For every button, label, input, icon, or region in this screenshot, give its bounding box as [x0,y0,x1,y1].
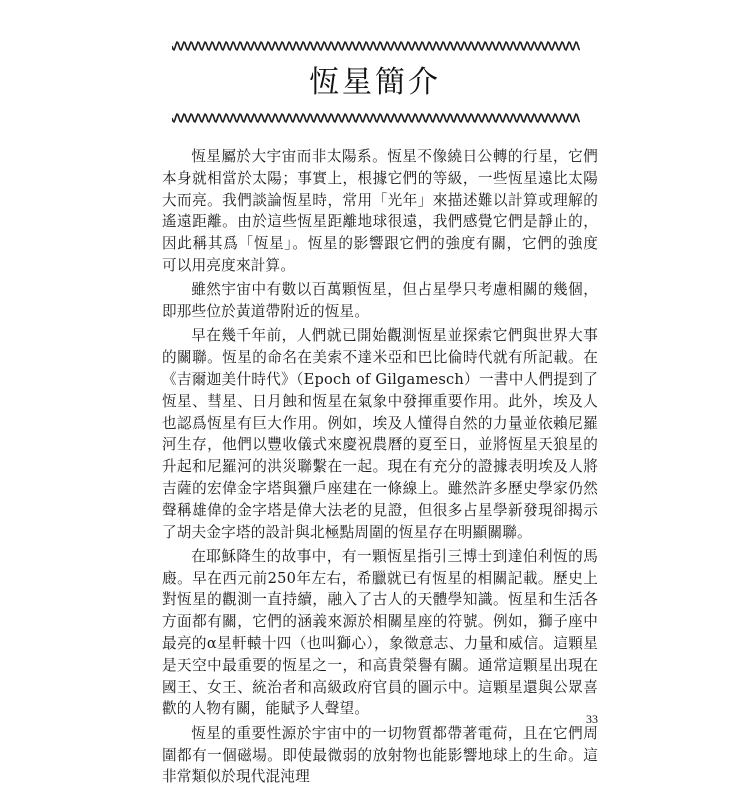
paragraph: 恆星的重要性源於宇宙中的一切物質都帶著電荷，且在它們周圍都有一個磁場。即使最微弱的放射物也能影響地球上的生命。這非常類似於現代混沌理 [162,724,598,786]
paragraph: 雖然宇宙中有數以百萬顆恆星，但占星學只考慮相關的幾個，即那些位於黃道帶附近的恆星。 [162,281,598,321]
bottom-wavy-rule [172,112,580,124]
paragraph: 恆星屬於大宇宙而非太陽系。恆星不像繞日公轉的行星，它們本身就相當於太陽；事實上，根據它們的等級，一些恆星遠比太陽大而亮。我們談論恆星時，常用「光年」來描述難以計算或理解的遙遠距離。由於這些恆星距離地球很遠，我們感覺它們是靜止的，因此稱其爲「恆星」。恆星的影響跟它們的強度有關，它們的強度可以用亮度來計算。 [162,148,598,274]
body-text [162,146,598,791]
top-wavy-rule [172,40,580,52]
paragraph: 早在幾千年前，人們就已開始觀測恆星並探索它們與世界大事的關聯。恆星的命名在美索不達米亞和巴比倫時代就有所記載。在《吉爾迦美什時代》（Epoch of Gilgamesch）一書中人們提到了恆星、彗星、日月蝕和恆星在氣象中發揮重要作用。此外，埃及人也認爲恆星有巨大作用。例如，埃及人懂得自然的力量並依賴尼羅河生存，他們以豐收儀式來慶祝農曆的夏至日，並將恆星天狼星的升起和尼羅河的洪災聯繫在一起。現在有充分的證據表明埃及人將吉薩的宏偉金字塔與獵戶座建在一條線上。雖然許多歷史學家仍然聲稱雄偉的金字塔是偉大法老的見證，但很多占星學新發現卻揭示了胡夫金字塔的設計與北極點周圍的恆星存在明顯關聯。 [162,327,598,541]
chapter-title: 恆星簡介 [309,65,441,100]
paragraph: 在耶穌降生的故事中，有一顆恆星指引三博士到達伯利恆的馬廄。早在西元前250年左右，希臘就已有恆星的相關記載。歷史上對恆星的觀測一直持續，融入了古人的天體學知識。恆星和生活各方面都有關，它們的涵義來源於相關星座的符號。例如，獅子座中最亮的α星軒轅十四（也叫獅心），象徵意志、力量和威信。這顆星是天空中最重要的恆星之一，和高貴榮譽有關。通常這顆星出現在國王、女王、統治者和高級政府官員的圖示中。這顆星還與公眾喜歡的人物有關，能賦予人聲望。 [162,547,598,718]
page-number: 33 [586,712,598,726]
